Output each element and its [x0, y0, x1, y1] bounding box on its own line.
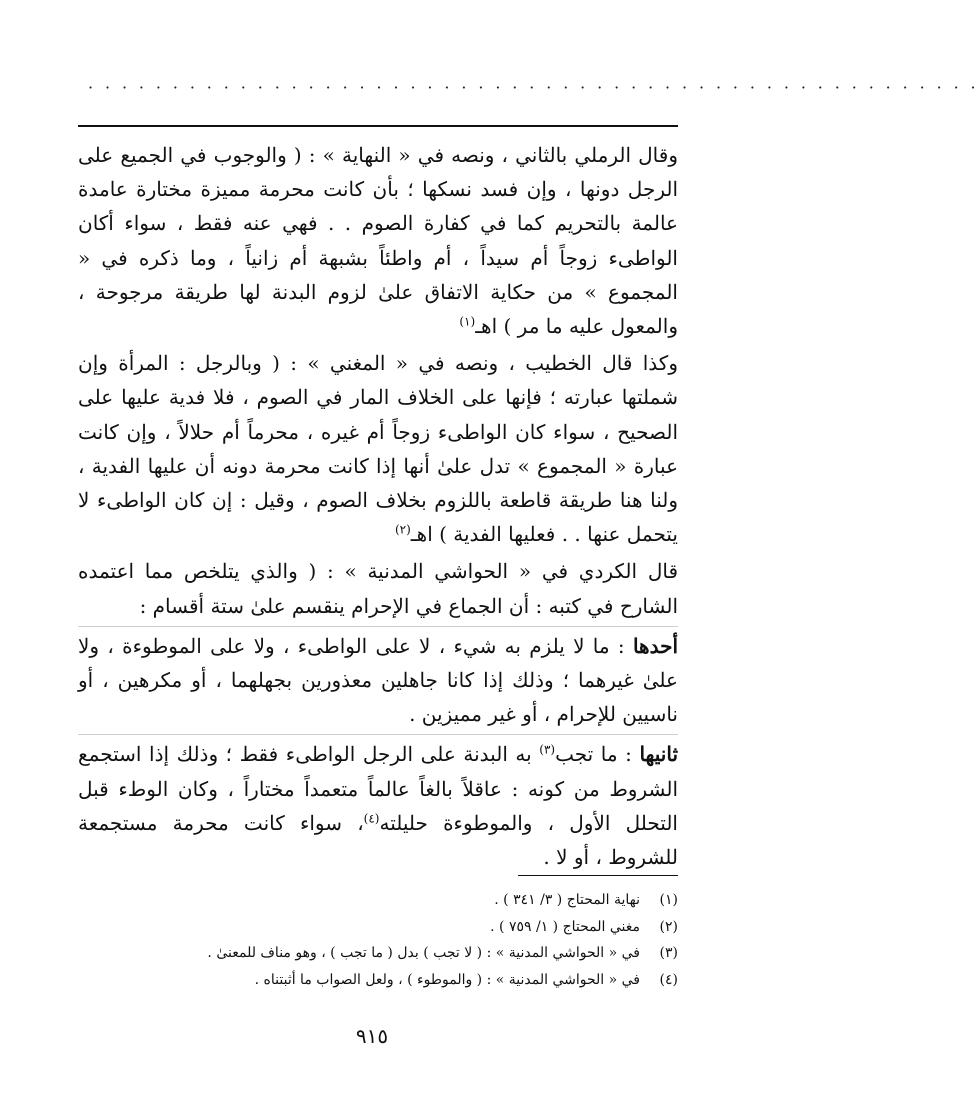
footnote: [78, 887, 678, 914]
footnotes: [78, 887, 678, 993]
section-lead: ثانيها: [639, 742, 679, 767]
paragraph-text: وكذا قال الخطيب ، ونصه في « المغني » : ( وبالرجل : المرأة وإن شملتها عبارته ؛ فإنها على الخلاف المار في الصوم ، فلا فدية عليها على الصحيح ، سواء كان الواطىء زوجاً أم غيره ، محرماً أم حلالاً ، وإن كانت عبارة « المجموع » تدل علىٰ أنها إذا كانت محرمة دونه أن عليها الفدية ، ولنا هنا طريقة قاطعة باللزوم بخلاف الصوم ، وقيل : إن كان الواطىء لا يتحمل عنها . . فعليها الفدية ) اهـ: [78, 351, 678, 547]
footnote-text: في « الحواشي المدنية » : ( والموطوء ) ، ولعل الصواب ما أثبتناه .: [254, 971, 640, 988]
main-text: [78, 138, 678, 874]
footnote-number: (١): [659, 892, 678, 908]
footnote-number: (٢): [659, 918, 678, 935]
footnote-marker: (٣): [539, 742, 556, 757]
footnote: [78, 940, 678, 967]
paragraph-2: [78, 346, 678, 551]
footnote-marker: (٢): [394, 522, 411, 537]
footnote: [78, 914, 678, 941]
paragraph-text: به البدنة على الرجل الواطىء فقط ؛ وذلك إذا استجمع الشروط من كونه : عاقلاً بالغاً عالماً متعمداً مختاراً ، وكان الوطء قبل التحلل الأول ، والموطوءة حليلته: [78, 742, 678, 835]
footnote-marker: (١): [459, 314, 476, 329]
paragraph-4: [78, 626, 678, 732]
page-number: ٩١٥: [355, 1024, 389, 1048]
paragraph-1: [78, 138, 678, 343]
paragraph-text: : ما لا يلزم به شيء ، لا على الواطىء ، ولا على الموطوءة ، ولا علىٰ غيرهما ؛ وذلك إذا كانا جاهلين معذورين بجهلهما ، أو مكرهين ، أو ناسيين للإحرام ، أو غير مميزين .: [78, 633, 678, 727]
paragraph-5: [78, 734, 678, 874]
paragraph-text: وقال الرملي بالثاني ، ونصه في « النهاية » : ( والوجوب في الجميع على الرجل دونها ، وإن فسد نسكها ؛ بأن كانت محرمة مميزة مختارة عامدة عالمة بالتحريم كما في كفارة الصوم . . فهي عنه فقط ، سواء أكان الواطىء زوجاً أم سيداً ، أم واطئاً بشبهة أم زانياً ، وما ذكره في « المجموع » من حكاية الاتفاق علىٰ لزوم البدنة لها طريقة مرجوحة ، والمعول عليه ما مر ) اهـ: [78, 143, 678, 339]
footnote-number: (٣): [659, 945, 678, 961]
footnote-number: (٤): [659, 971, 678, 988]
footnote-text: نهاية المحتاج ( ٣/ ٣٤١ ) .: [494, 892, 640, 908]
paragraph-3: [78, 554, 678, 622]
footnote-rule: [518, 875, 678, 876]
header-dotted-line: · · · · · · · · · · · · · · · · · · · · · · · · · · · · · · · · · · · · · · · · · · · · · · · · · · · · ·: [88, 78, 979, 97]
paragraph-text: قال الكردي في « الحواشي المدنية » : ( والذي يتلخص مما اعتمده الشارح في كتبه : أن الجماع في الإحرام ينقسم علىٰ ستة أقسام :: [78, 559, 678, 618]
paragraph-text: ، سواء كانت محرمة مستجمعة للشروط ، أو لا .: [78, 810, 678, 870]
footnote-marker: (٤): [363, 811, 380, 826]
paragraph-text: : ما تجب: [555, 742, 640, 767]
footnote-text: مغني المحتاج ( ١/ ٧٥٩ ) .: [490, 918, 640, 935]
section-lead: أحدها: [632, 633, 678, 658]
header-rule: [78, 125, 678, 127]
footnote: [78, 967, 678, 994]
footnote-text: في « الحواشي المدنية » : ( لا تجب ) بدل ( ما تجب ) ، وهو مناف للمعنىٰ .: [207, 945, 640, 961]
